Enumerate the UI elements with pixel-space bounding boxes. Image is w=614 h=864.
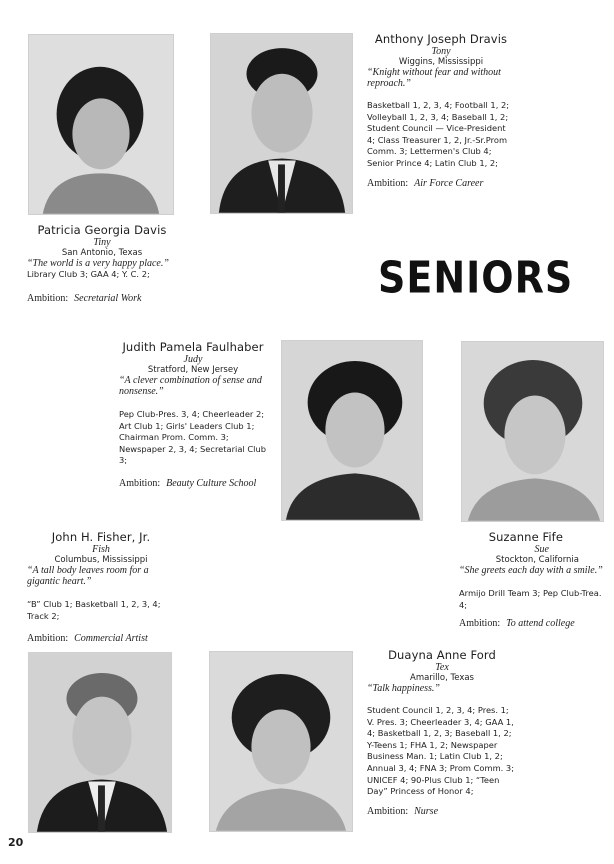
senior-quote: “The world is a very happy place.” <box>27 258 169 269</box>
senior-quote: “A clever combination of sense and nonsense.” <box>119 375 262 397</box>
senior-hometown: Stratford, New Jersey <box>147 365 239 375</box>
senior-entry-anthony-dravis <box>367 32 515 189</box>
ambition-label: Ambition: <box>367 805 409 817</box>
portrait-suzanne-fife <box>461 341 604 522</box>
senior-name: Duayna Anne Ford <box>388 648 496 662</box>
ambition-value: Beauty Culture School <box>166 477 257 489</box>
senior-quote: “A tall body leaves room for a gigantic heart.” <box>27 565 149 587</box>
senior-hometown: Amarillo, Texas <box>410 673 474 683</box>
senior-hometown: Columbus, Mississippi <box>54 555 148 565</box>
page-number: 20 <box>8 836 24 849</box>
senior-quote: “Knight without fear and without reproach.” <box>367 67 501 89</box>
senior-ambition <box>367 806 517 817</box>
senior-ambition <box>27 633 175 644</box>
portrait-patricia-davis <box>28 34 174 215</box>
senior-name: John H. Fisher, Jr. <box>51 530 151 544</box>
ambition-value: To attend college <box>506 618 575 630</box>
senior-entry-patricia-davis <box>27 223 177 304</box>
portrait-anthony-dravis <box>210 33 353 214</box>
senior-ambition <box>367 178 515 189</box>
ambition-label: Ambition: <box>119 477 161 489</box>
senior-activities: Student Council 1, 2, 3, 4; Pres. 1; V. Pres. 3; Cheerleader 3, 4; GAA 1, 4; Basketball 1, 2, 3; Baseball 1, 2; Y-Teens 1; FHA 1, 2; Newspaper Business Man. 1; Latin Club 1, 2; Annual 3, 4; FNA 3; Prom Comm. 3; UNICEF 4; 90-Plus Club 1; “Teen Day” Princess of Honor 4; <box>367 705 515 797</box>
senior-activities: Basketball 1, 2, 3, 4; Football 1, 2; Volleyball 1, 2, 3, 4; Baseball 1, 2; Student Council — Vice-President 4; Class Treasurer 1, 2, Jr.-Sr.Prom Comm. 3; Lettermen's Club 4; Senior Prince 4; Latin Club 1, 2; <box>367 100 510 168</box>
senior-activities: Armijo Drill Team 3; Pep Club-Trea. 4; <box>459 588 602 610</box>
senior-nickname: Tony <box>431 46 451 57</box>
portrait-duayna-ford <box>209 651 353 832</box>
senior-hometown: Wiggins, Mississippi <box>398 57 484 67</box>
senior-hometown: Stockton, California <box>495 555 579 565</box>
senior-name: Suzanne Fife <box>488 530 563 544</box>
senior-nickname: Judy <box>183 354 203 365</box>
senior-ambition <box>459 618 607 629</box>
senior-entry-suzanne-fife <box>459 530 607 629</box>
senior-hometown: San Antonio, Texas <box>61 248 143 258</box>
senior-nickname: Tiny <box>93 237 111 248</box>
senior-activities: Pep Club-Pres. 3, 4; Cheerleader 2; Art Club 1; Girls' Leaders Club 1; Chairman Prom. Comm. 3; Newspaper 2, 3, 4; Secretarial Club 3; <box>119 409 266 466</box>
portrait-john-fisher <box>28 652 172 833</box>
senior-quote: “She greets each day with a smile.” <box>459 565 603 576</box>
senior-quote: “Talk happiness.” <box>367 683 440 694</box>
section-heading: SENIORS <box>378 252 574 303</box>
ambition-value: Commercial Artist <box>74 633 148 645</box>
senior-name: Anthony Joseph Dravis <box>374 32 508 46</box>
senior-entry-judith-faulhaber <box>119 340 267 489</box>
senior-ambition <box>119 478 267 489</box>
senior-name: Judith Pamela Faulhaber <box>122 340 264 354</box>
senior-name: Patricia Georgia Davis <box>37 223 167 237</box>
senior-nickname: Tex <box>435 662 449 673</box>
ambition-label: Ambition: <box>367 177 409 189</box>
senior-ambition <box>27 293 177 304</box>
ambition-value: Nurse <box>414 805 439 817</box>
ambition-value: Secretarial Work <box>74 292 142 304</box>
senior-activities: “B” Club 1; Basketball 1, 2, 3, 4; Track 2; <box>27 599 161 621</box>
ambition-label: Ambition: <box>27 292 69 304</box>
senior-nickname: Sue <box>534 544 549 555</box>
ambition-value: Air Force Career <box>414 177 484 189</box>
senior-activities: Library Club 3; GAA 4; Y. C. 2; <box>27 269 150 279</box>
portrait-judith-faulhaber <box>281 340 423 521</box>
senior-entry-duayna-ford <box>367 648 517 817</box>
ambition-label: Ambition: <box>27 633 69 645</box>
ambition-label: Ambition: <box>459 618 501 630</box>
senior-nickname: Fish <box>92 544 110 555</box>
senior-entry-john-fisher <box>27 530 175 644</box>
